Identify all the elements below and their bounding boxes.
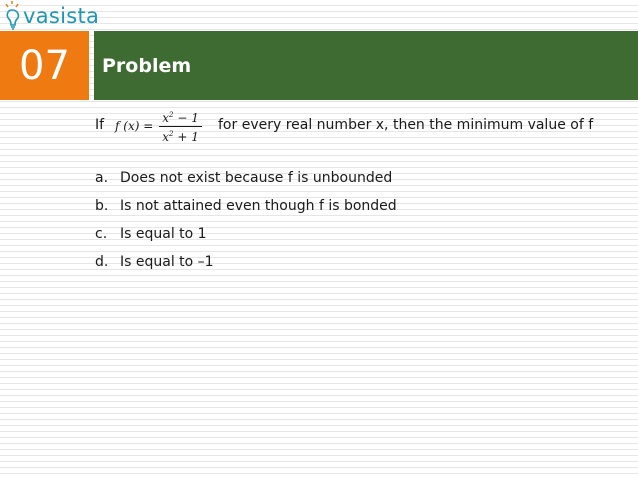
slide-title-text: Problem [102,54,192,77]
option-text: Is equal to –1 [120,254,214,270]
formula-denominator [159,127,202,145]
question [95,109,625,143]
numerator-rest: − 1 [173,110,199,125]
option-c [95,226,397,254]
option-a [95,170,397,198]
numerator-exponent: 2 [169,110,174,119]
question-prefix: If [95,117,105,133]
formula-numerator [159,108,202,127]
option-letter: b. [95,198,109,214]
option-letter: a. [95,170,109,186]
denominator-base: x [162,129,170,144]
option-letter: c. [95,226,108,242]
vasista-logo [4,1,114,31]
numerator-base: x [162,110,170,125]
question-text: for every real number x, then the minimum value of f [218,117,594,133]
denominator-rest: + 1 [173,129,199,144]
logo-text: vasista [23,4,100,28]
denominator-exponent: 2 [169,129,174,138]
option-d [95,254,397,282]
option-text: Does not exist because f is unbounded [120,170,393,186]
formula-fraction [159,108,202,145]
options-list [95,170,397,282]
formula [115,109,202,143]
formula-lhs: f (x) = [115,119,154,133]
option-text: Is not attained even though f is bonded [120,198,397,214]
option-b [95,198,397,226]
option-text: Is equal to 1 [120,226,207,242]
slide-number: 07 [0,31,89,100]
option-letter: d. [95,254,109,270]
slide-title [94,31,638,100]
